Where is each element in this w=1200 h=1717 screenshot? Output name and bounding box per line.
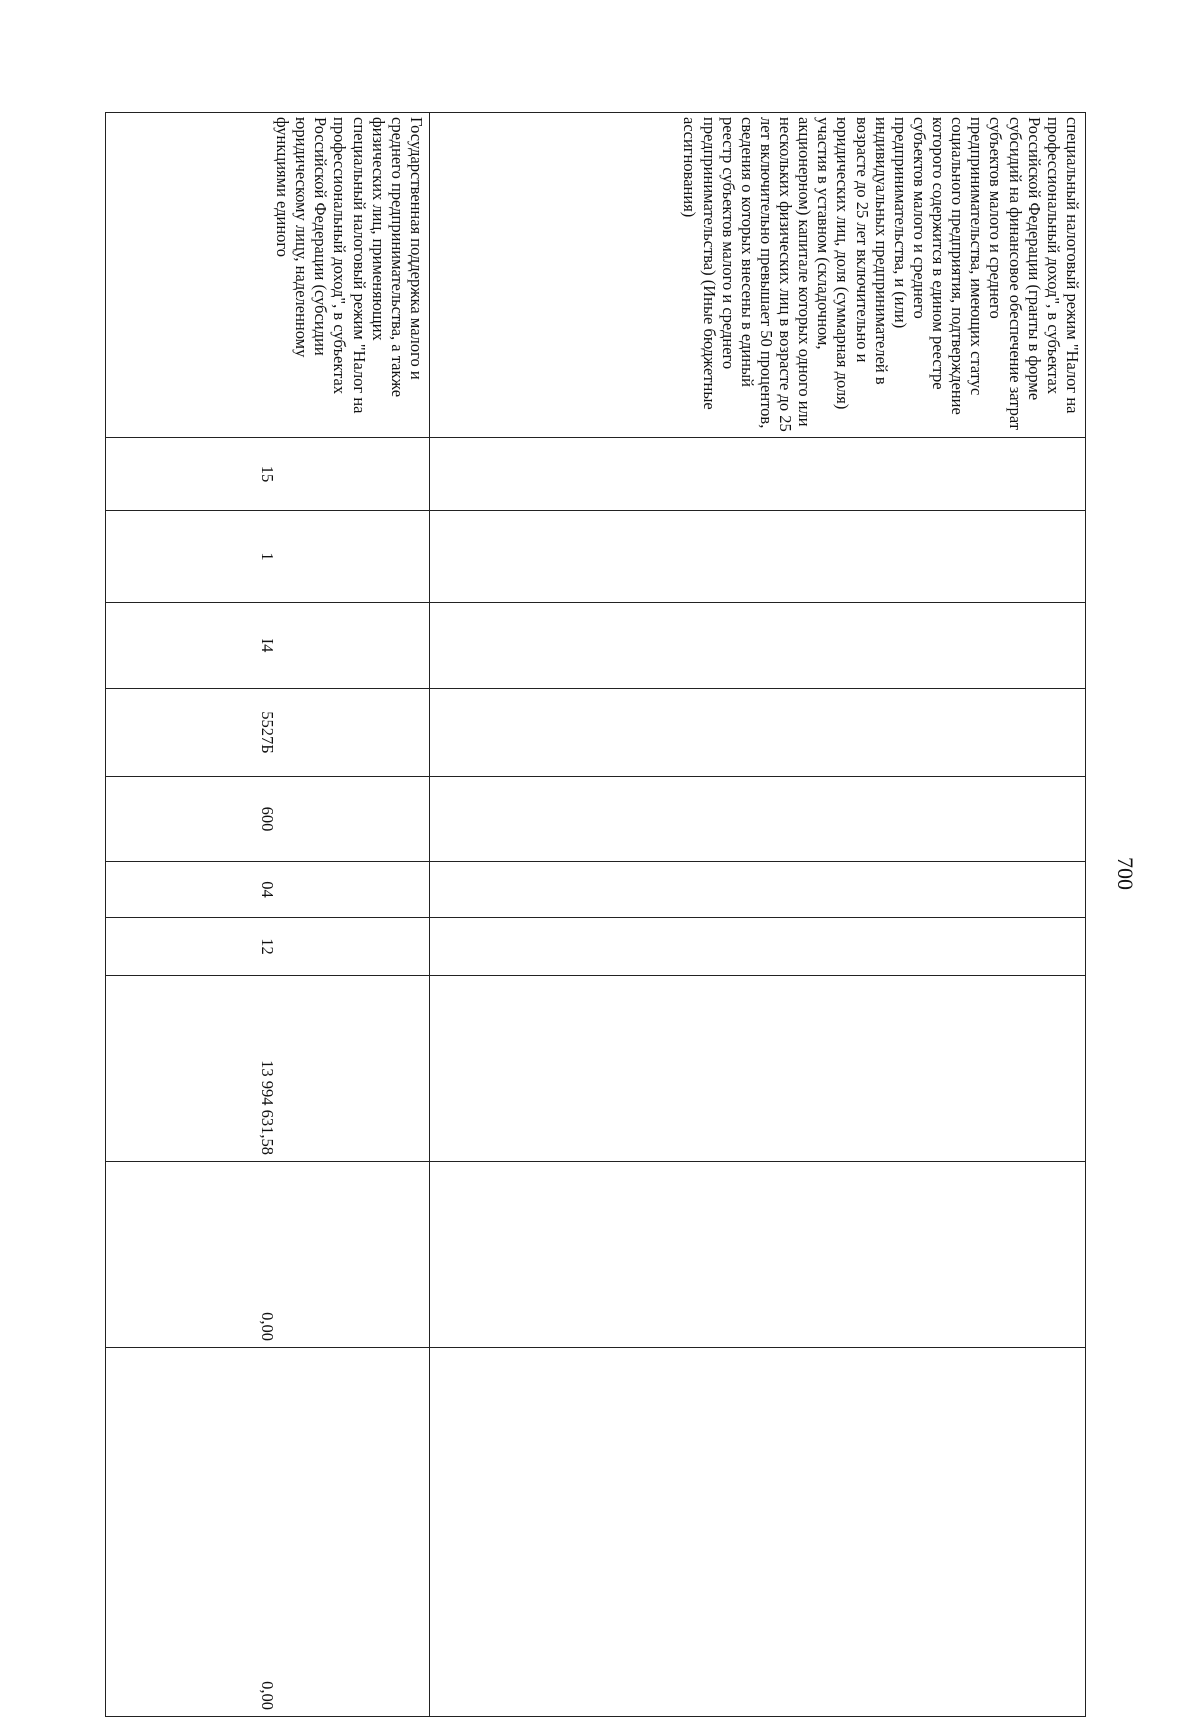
cell-expense-type: 600 [106, 777, 430, 862]
cell-target-article-part: 15 [106, 438, 430, 511]
cell-amount-year-2: 0,00 [106, 1162, 430, 1348]
cell-program-type [430, 511, 1086, 603]
cell-amount-year-3 [430, 1348, 1086, 1717]
row-description: специальный налоговый режим "Налог на профессиональный доход", в субъектах Российской Федерации (гранты в форме субсидий на финансовое обеспечение затрат субъектов малого и среднего предпринимательства, имеющих статус социального предприятия, подтверждение которого содержится в едином реестре субъектов малого и среднего предпринимательства, и (или) индивидуальных предпринимателей в возрасте до 25 лет включительно и юридических лиц, доля (суммарная доля) участия в уставном (складочном, акционерном) капитале которых одного или нескольких физических лиц в возрасте до 25 лет включительно превышает 50 процентов, сведения о которых внесены в единый реестр субъектов малого и среднего предпринимательства) (Иные бюджетные ассигнования) [430, 113, 1086, 438]
cell-amount-year-1 [430, 976, 1086, 1162]
page-number: 700 [1113, 857, 1138, 890]
cell-target-article-part [430, 438, 1086, 511]
cell-main-activity: I4 [106, 603, 430, 689]
cell-section [430, 862, 1086, 918]
table-row [106, 113, 430, 1717]
cell-amount-year-2 [430, 1162, 1086, 1348]
cell-section: 04 [106, 862, 430, 918]
cell-expense-type [430, 777, 1086, 862]
cell-amount-year-3: 0,00 [106, 1348, 430, 1717]
rotated-page [96, 112, 1138, 1716]
cell-program-type: 1 [106, 511, 430, 603]
row-description: Государственная поддержка малого и среднего предпринимательства, а также физических лиц, применяющих специальный налоговый режим "Налог на профессиональный доход", в субъектах Российской Федерации (субсидии юридическому лицу, наделенному функциями единого [106, 113, 430, 438]
cell-direction-code: 5527Б [106, 689, 430, 777]
cell-main-activity [430, 603, 1086, 689]
budget-table [105, 112, 1086, 1717]
table-row [430, 113, 1086, 1717]
cell-direction-code [430, 689, 1086, 777]
cell-subsection [430, 918, 1086, 976]
cell-amount-year-1: 13 994 631,58 [106, 976, 430, 1162]
cell-subsection: 12 [106, 918, 430, 976]
